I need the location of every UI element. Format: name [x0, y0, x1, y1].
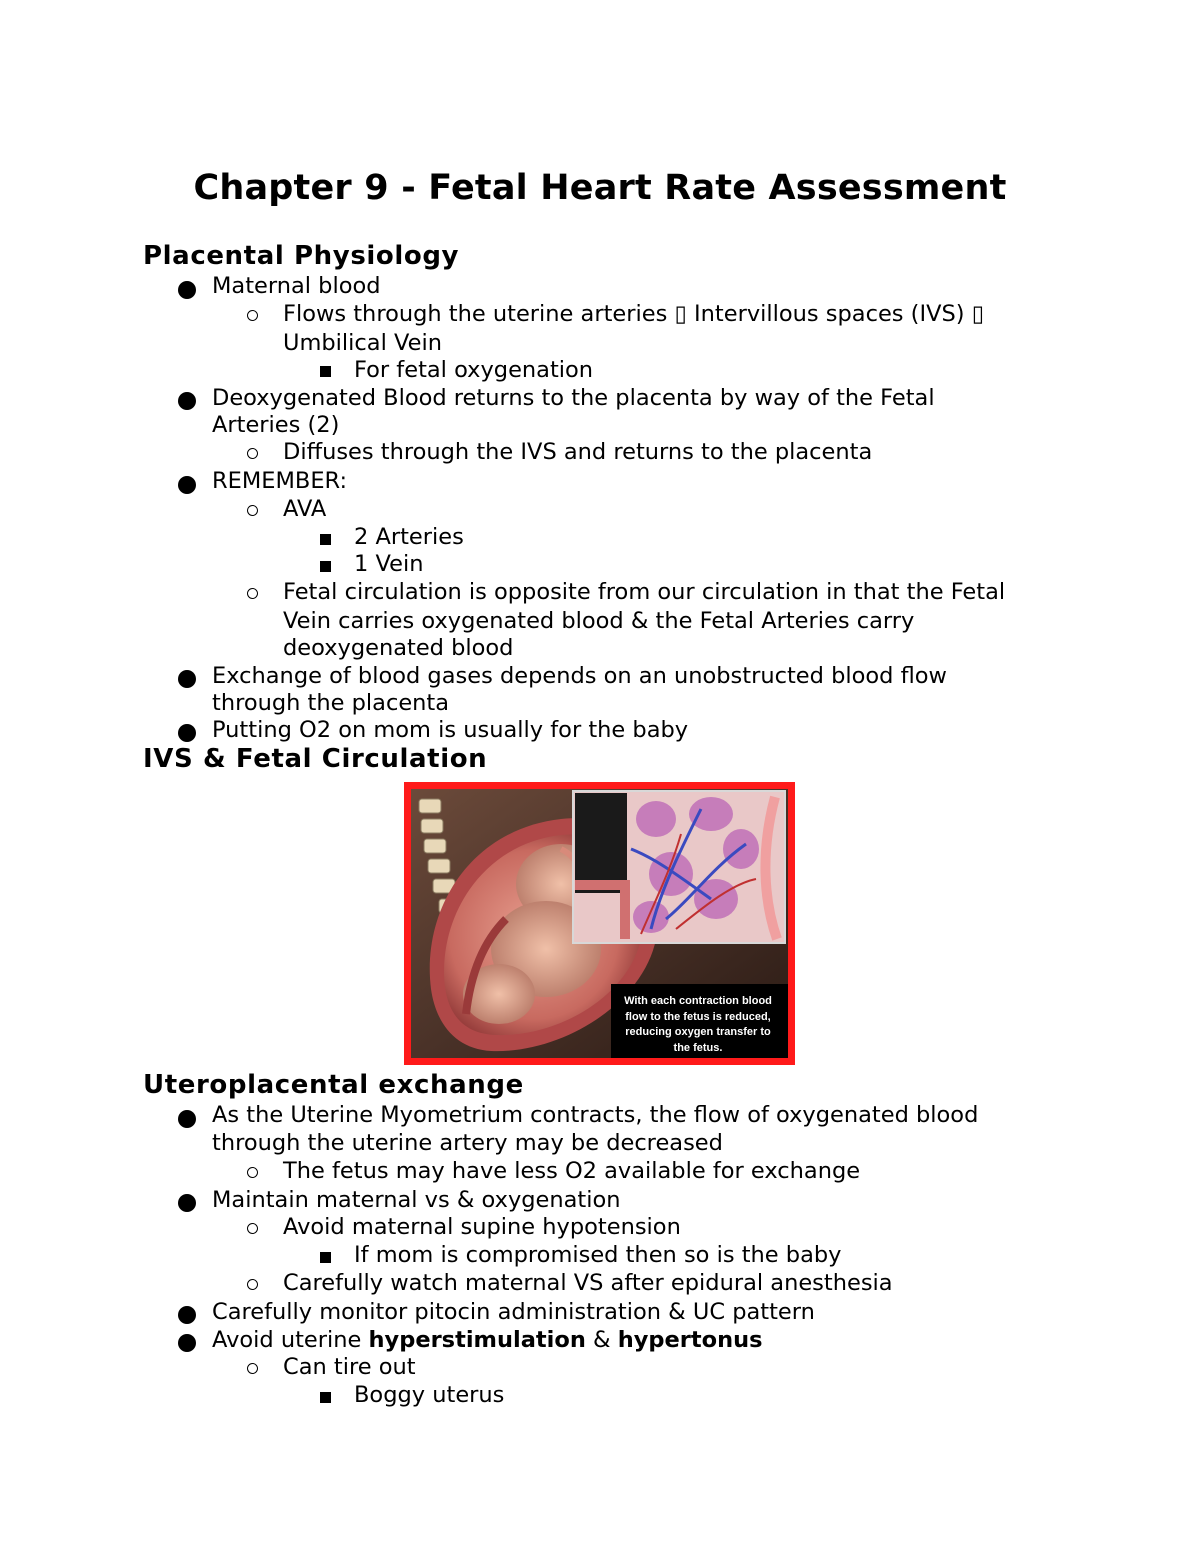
list-item — [212, 1326, 763, 1354]
bold-term-hyperstimulation: hyperstimulation — [368, 1327, 586, 1353]
list-item-continuation: Vein carries oxygenated blood & the Fetal Arteries carry — [283, 608, 915, 634]
list-item-continuation: Umbilical Vein — [283, 330, 442, 356]
list-item: As the Uterine Myometrium contracts, the flow of oxygenated blood — [212, 1102, 979, 1128]
bullet-square — [320, 561, 331, 572]
list-item: Maintain maternal vs & oxygenation — [212, 1187, 621, 1213]
bullet-square — [320, 1252, 331, 1263]
list-item: Can tire out — [283, 1354, 416, 1380]
fetal-circulation-illustration — [404, 782, 795, 1065]
bullet-circle — [247, 1363, 258, 1374]
bullet-disc — [178, 392, 196, 410]
list-item: Carefully monitor pitocin administration & UC pattern — [212, 1299, 815, 1325]
bullet-disc — [178, 1334, 196, 1352]
bullet-circle — [247, 448, 258, 459]
list-item: Exchange of blood gases depends on an unobstructed blood flow — [212, 663, 947, 689]
list-item: AVA — [283, 496, 327, 522]
list-item: Boggy uterus — [354, 1382, 505, 1408]
bullet-disc — [178, 1110, 196, 1128]
list-item-continuation: Arteries (2) — [212, 412, 340, 438]
list-item: The fetus may have less O2 available for exchange — [283, 1158, 861, 1184]
bullet-disc — [178, 1306, 196, 1324]
heading-uteroplacental-exchange: Uteroplacental exchange — [143, 1070, 524, 1100]
bold-term-hypertonus: hypertonus — [617, 1327, 763, 1353]
list-item-continuation: through the uterine artery may be decreased — [212, 1130, 723, 1156]
bullet-square — [320, 534, 331, 545]
figure-caption: With each contraction blood flow to the fetus is reduced, reducing oxygen transfer to the fetus. — [624, 995, 772, 1054]
bullet-circle — [247, 1279, 258, 1290]
bullet-square — [320, 1392, 331, 1403]
list-item: Diffuses through the IVS and returns to the placenta — [283, 439, 873, 465]
bullet-circle — [247, 588, 258, 599]
list-item: 2 Arteries — [354, 524, 464, 550]
list-item: Carefully watch maternal VS after epidural anesthesia — [283, 1270, 893, 1296]
list-item: Flows through the uterine arteries ▯ Intervillous spaces (IVS) ▯ — [283, 301, 985, 327]
list-item: For fetal oxygenation — [354, 357, 594, 383]
text-run: Avoid uterine — [212, 1327, 369, 1353]
bullet-disc — [178, 670, 196, 688]
list-item-continuation: deoxygenated blood — [283, 635, 514, 661]
heading-placental-physiology: Placental Physiology — [143, 241, 460, 271]
list-item: Fetal circulation is opposite from our circulation in that the Fetal — [283, 579, 1006, 605]
list-item: If mom is compromised then so is the baby — [354, 1242, 842, 1268]
page-title: Chapter 9 - Fetal Heart Rate Assessment — [193, 168, 1007, 208]
bullet-circle — [247, 1167, 258, 1178]
bullet-circle — [247, 310, 258, 321]
list-item: REMEMBER: — [212, 468, 348, 494]
list-item: 1 Vein — [354, 551, 424, 577]
bullet-circle — [247, 1223, 258, 1234]
bullet-disc — [178, 281, 196, 299]
list-item: Avoid maternal supine hypotension — [283, 1214, 681, 1240]
bullet-disc — [178, 1194, 196, 1212]
heading-ivs-fetal-circulation: IVS & Fetal Circulation — [143, 744, 488, 774]
text-run: & — [585, 1327, 618, 1353]
bullet-square — [320, 366, 331, 377]
list-item-continuation: through the placenta — [212, 690, 450, 716]
list-item: Putting O2 on mom is usually for the baby — [212, 717, 689, 743]
bullet-circle — [247, 505, 258, 516]
list-item: Deoxygenated Blood returns to the placenta by way of the Fetal — [212, 385, 935, 411]
list-item: Maternal blood — [212, 273, 381, 299]
bullet-disc — [178, 724, 196, 742]
bullet-disc — [178, 476, 196, 494]
